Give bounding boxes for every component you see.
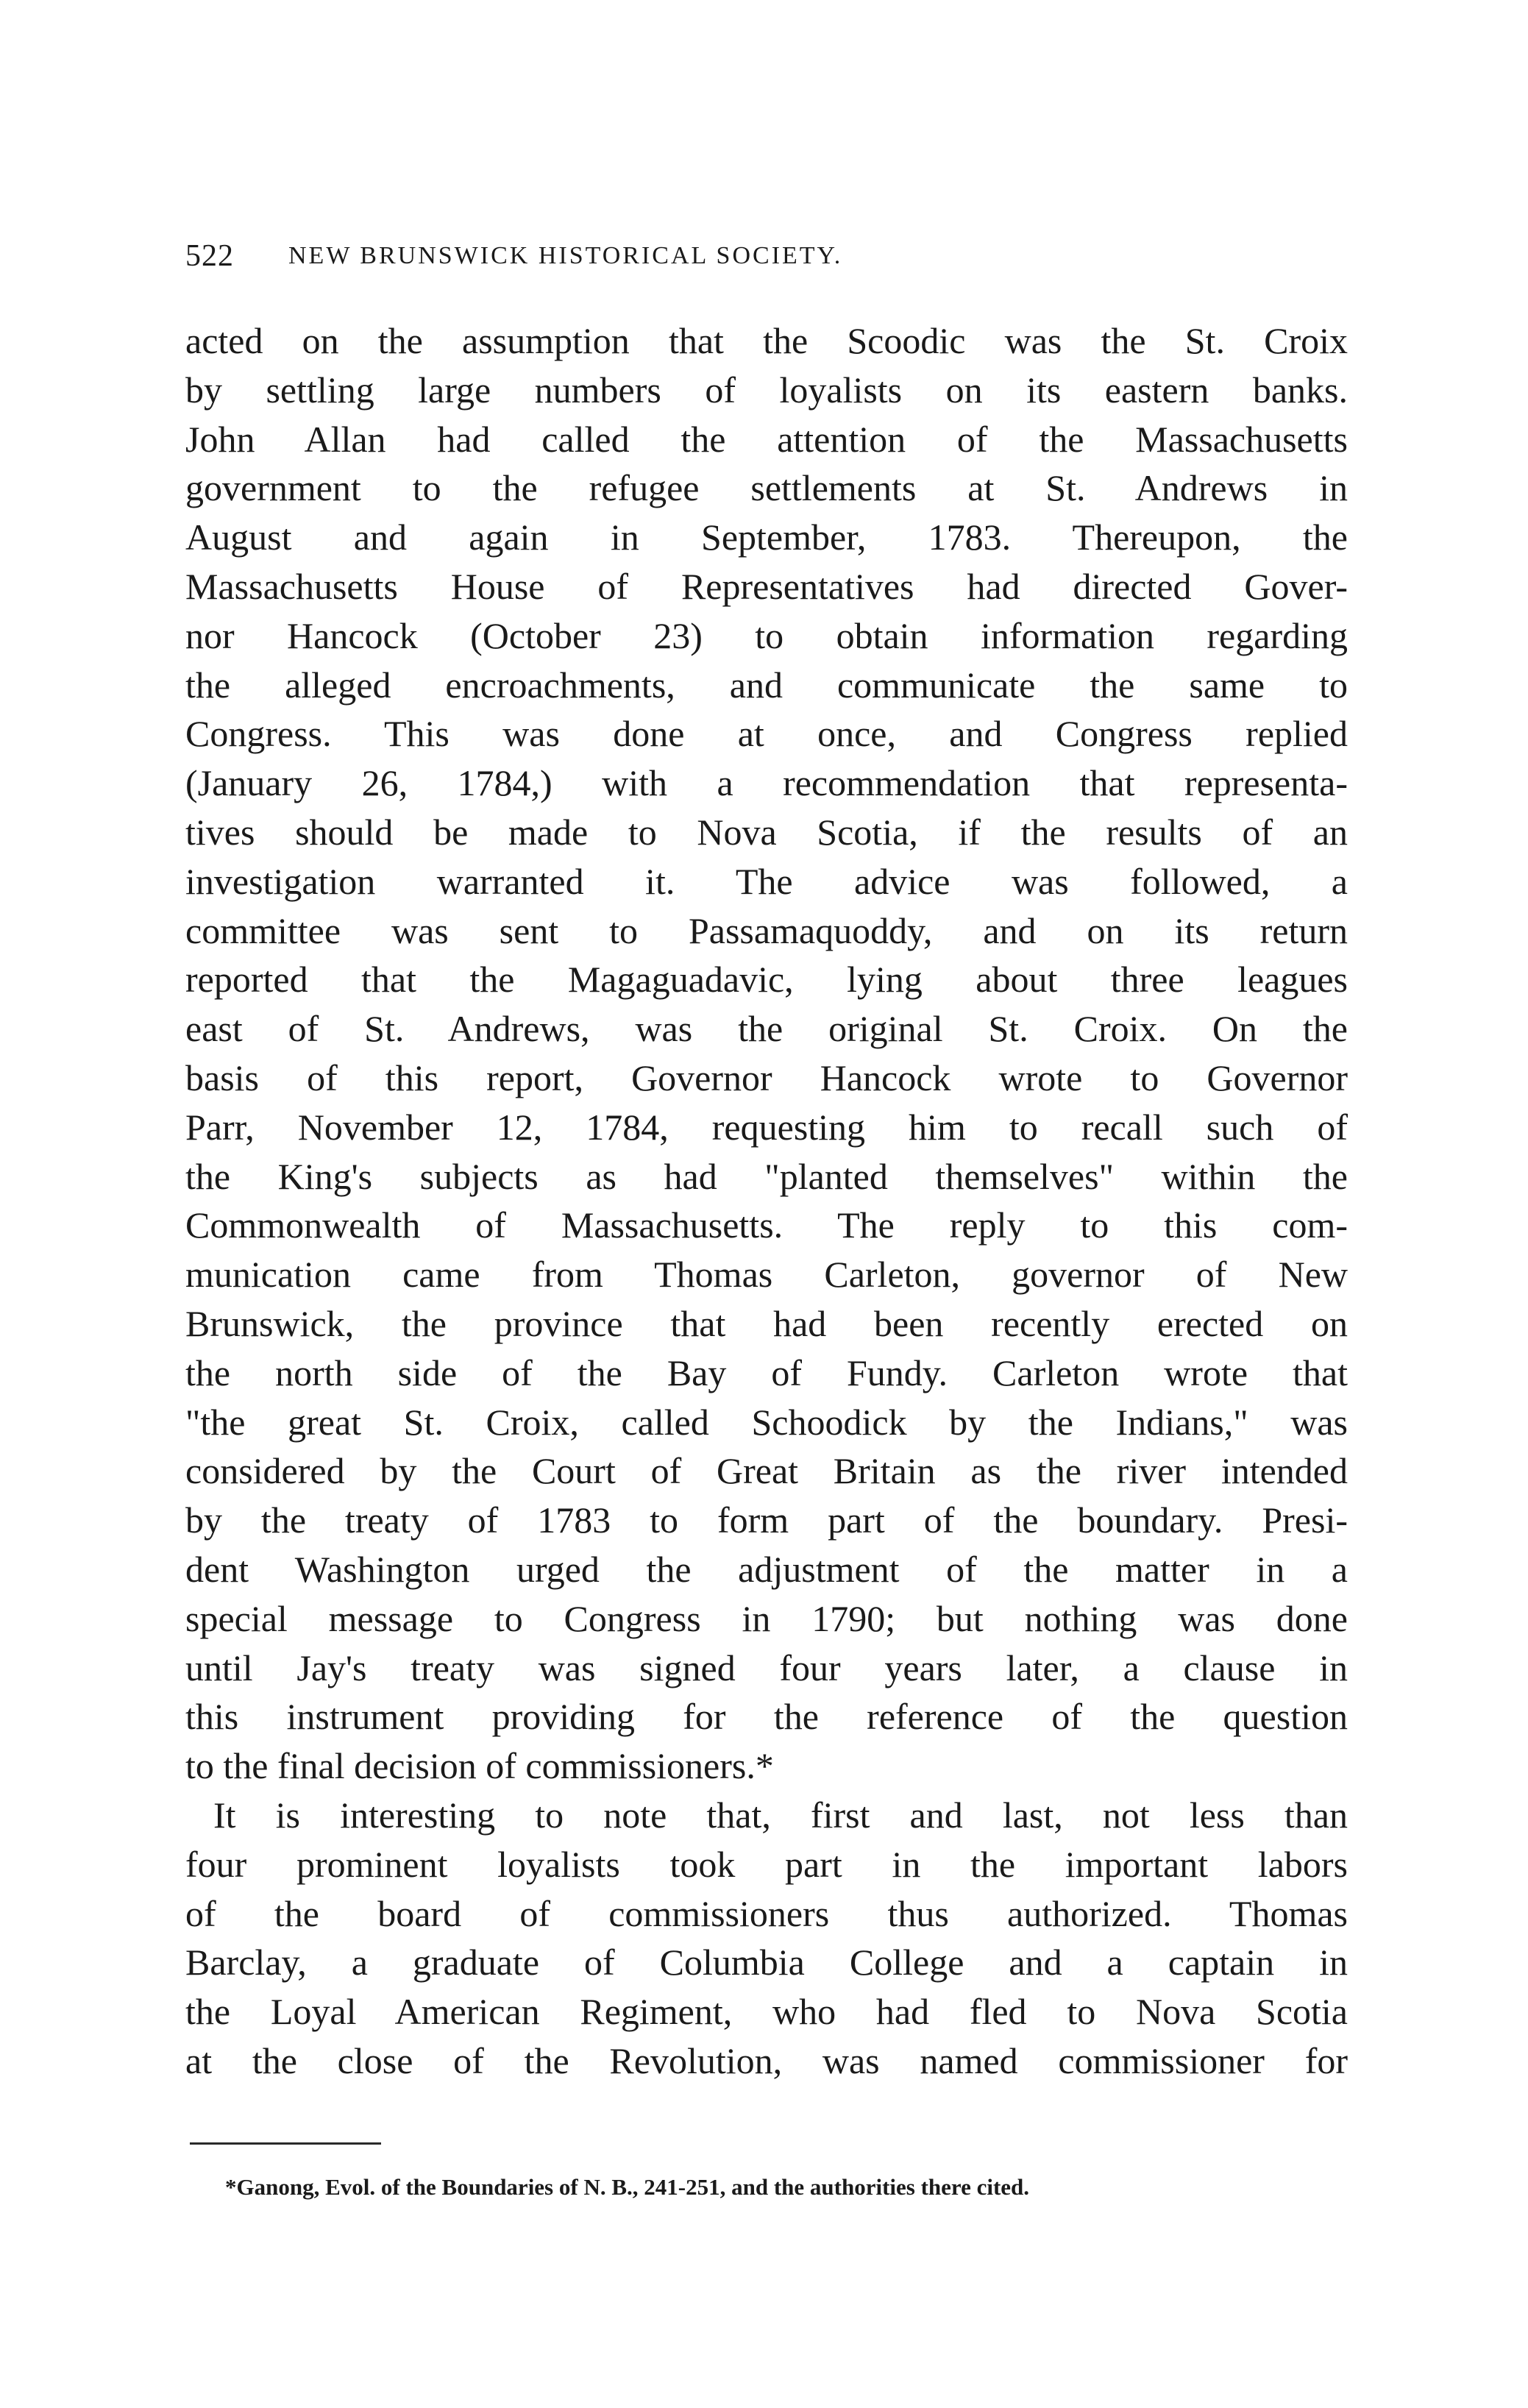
text-line: special message to Congress in 1790; but nothing was done [185, 1597, 1348, 1639]
footnote-divider [190, 2142, 381, 2145]
text-line: munication came from Thomas Carleton, governor of New [185, 1254, 1348, 1296]
text-line: to the final decision of commissioners.* [185, 1745, 774, 1787]
body-text [185, 316, 1348, 2086]
text-line: government to the refugee settlements at St. Andrews in [185, 467, 1348, 509]
text-line: John Allan had called the attention of the Massachusetts [185, 418, 1348, 460]
text-line: (January 26, 1784,) with a recommendation that representa- [185, 762, 1348, 804]
text-line: "the great St. Croix, called Schoodick by the Indians," was [185, 1401, 1348, 1443]
text-line: the Loyal American Regiment, who had fled to Nova Scotia [185, 1991, 1348, 2033]
footnote: *Ganong, Evol. of the Boundaries of N. B., 241-251, and the authorities there cited. [225, 2174, 1030, 2200]
text-line: Massachusetts House of Representatives had directed Gover- [185, 565, 1348, 607]
text-line: committee was sent to Passamaquoddy, and on its return [185, 909, 1348, 951]
text-line: nor Hancock (October 23) to obtain information regarding [185, 614, 1348, 656]
text-line: at the close of the Revolution, was named commissioner for [185, 2039, 1348, 2081]
page-number: 522 [185, 239, 234, 273]
page-header [185, 234, 1348, 278]
text-line: by the treaty of 1783 to form part of the boundary. Presi- [185, 1499, 1348, 1541]
text-line: Commonwealth of Massachusetts. The reply to this com- [185, 1204, 1348, 1246]
text-line: the north side of the Bay of Fundy. Carleton wrote that [185, 1352, 1348, 1393]
text-line: acted on the assumption that the Scoodic was the St. Croix [185, 320, 1348, 361]
text-line: considered by the Court of Great Britain as the river intended [185, 1450, 1348, 1492]
text-line: Parr, November 12, 1784, requesting him to recall such of [185, 1106, 1348, 1148]
text-line: this instrument providing for the reference of the question [185, 1696, 1348, 1738]
text-line: of the board of commissioners thus authorized. Thomas [185, 1892, 1348, 1934]
text-line: Brunswick, the province that had been recently erected on [185, 1302, 1348, 1344]
text-line: investigation warranted it. The advice was followed, a [185, 860, 1348, 902]
text-line: four prominent loyalists took part in the important labors [185, 1843, 1348, 1885]
text-line: by settling large numbers of loyalists on its eastern banks. [185, 369, 1348, 411]
text-line: It is interesting to note that, first and last, not less than [213, 1794, 1348, 1836]
text-line: tives should be made to Nova Scotia, if the results of an [185, 811, 1348, 853]
text-line: reported that the Magaguadavic, lying about three leagues [185, 959, 1348, 1001]
text-line: the King's subjects as had "planted themselves" within the [185, 1155, 1348, 1197]
text-line: basis of this report, Governor Hancock wrote to Governor [185, 1056, 1348, 1098]
text-line: east of St. Andrews, was the original St. Croix. On the [185, 1008, 1348, 1050]
text-line: Barclay, a graduate of Columbia College and a captain in [185, 1942, 1348, 1983]
text-line: August and again in September, 1783. Thereupon, the [185, 516, 1348, 558]
text-line: Congress. This was done at once, and Congress replied [185, 713, 1348, 755]
text-line: dent Washington urged the adjustment of the matter in a [185, 1548, 1348, 1590]
running-head: NEW BRUNSWICK HISTORICAL SOCIETY. [288, 242, 843, 269]
text-line: the alleged encroachments, and communicate the same to [185, 664, 1348, 706]
text-line: until Jay's treaty was signed four years later, a clause in [185, 1647, 1348, 1688]
